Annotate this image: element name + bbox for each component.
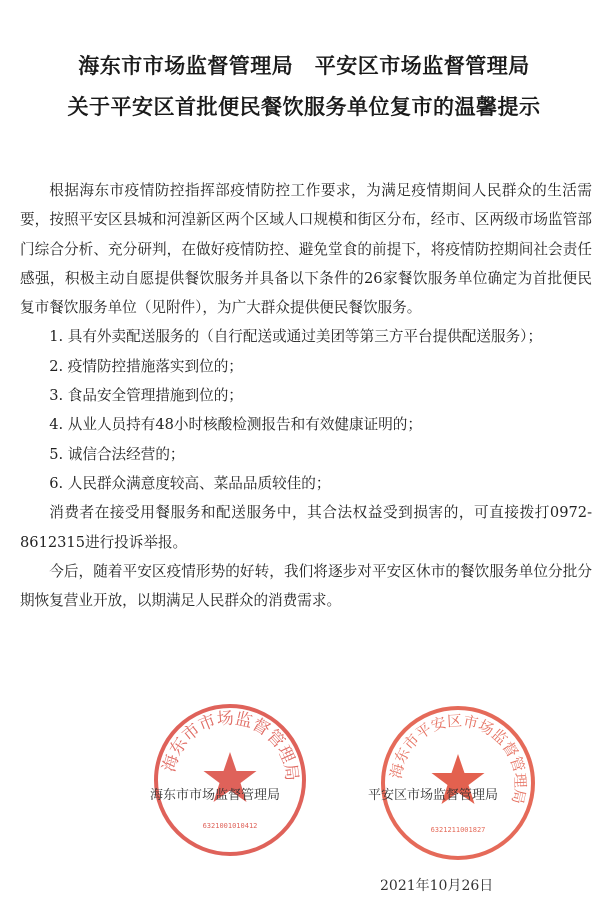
signer-1: 海东市市场监督管理局 [150, 788, 281, 803]
condition-item: 4. 从业人员持有48小时核酸检测报告和有效健康证明的； [49, 416, 422, 434]
document-title-line-2: 关于平安区首批便民餐饮服务单位复市的温馨提示 [67, 94, 541, 119]
condition-item: 2. 疫情防控措施落实到位的； [49, 357, 243, 375]
condition-item: 3. 食品安全管理措施到位的； [49, 387, 243, 405]
signer-2: 平安区市场监督管理局 [368, 788, 499, 803]
document-body [20, 176, 592, 615]
seal-2-number: 6321211001827 [430, 826, 486, 834]
condition-item: 6. 人民群众满意度较高、菜品品质较佳的； [49, 474, 331, 492]
document-title-line-1: 海东市市场监督管理局 平安区市场监督管理局 [78, 53, 530, 78]
issue-date: 2021年10月26日 [380, 878, 494, 894]
complaint-paragraph: 消费者在接受用餐服务和配送服务中，其合法权益受到损害的，可直接拨打0972-8612315进行投诉举报。 [20, 504, 592, 551]
official-seal-2 [377, 702, 539, 864]
seal-1-arc-text: 海东市市场监督管理局 [159, 708, 302, 783]
intro-paragraph: 根据海东市疫情防控指挥部疫情防控工作要求，为满足疫情期间人民群众的生活需要，按照平安区县城和河湟新区两个区域人口规模和街区分布，经市、区两级市场监管部门综合分析、充分研判，在做好疫情防控、避免堂食的前提下，将疫情防控期间社会责任感强，积极主动自愿提供餐饮服务并具备以下条件的26家餐饮服务单位确定为首批便民复市餐饮服务单位（见附件），为广大群众提供便民餐饮服务。 [20, 182, 592, 317]
condition-item: 1. 具有外卖配送服务的（自行配送或通过美团等第三方平台提供配送服务）； [49, 328, 543, 346]
closing-paragraph: 今后，随着平安区疫情形势的好转，我们将逐步对平安区休市的餐饮服务单位分批分期恢复营业开放，以期满足人民群众的消费需求。 [20, 562, 592, 610]
seal-2-arc-text: 海东市平安区市场监督管理局 [386, 711, 530, 806]
seal-1-number: 6321001010412 [202, 822, 258, 830]
condition-item: 5. 诚信合法经营的； [49, 445, 185, 463]
signatories [0, 784, 608, 804]
official-seal-1 [150, 700, 310, 860]
